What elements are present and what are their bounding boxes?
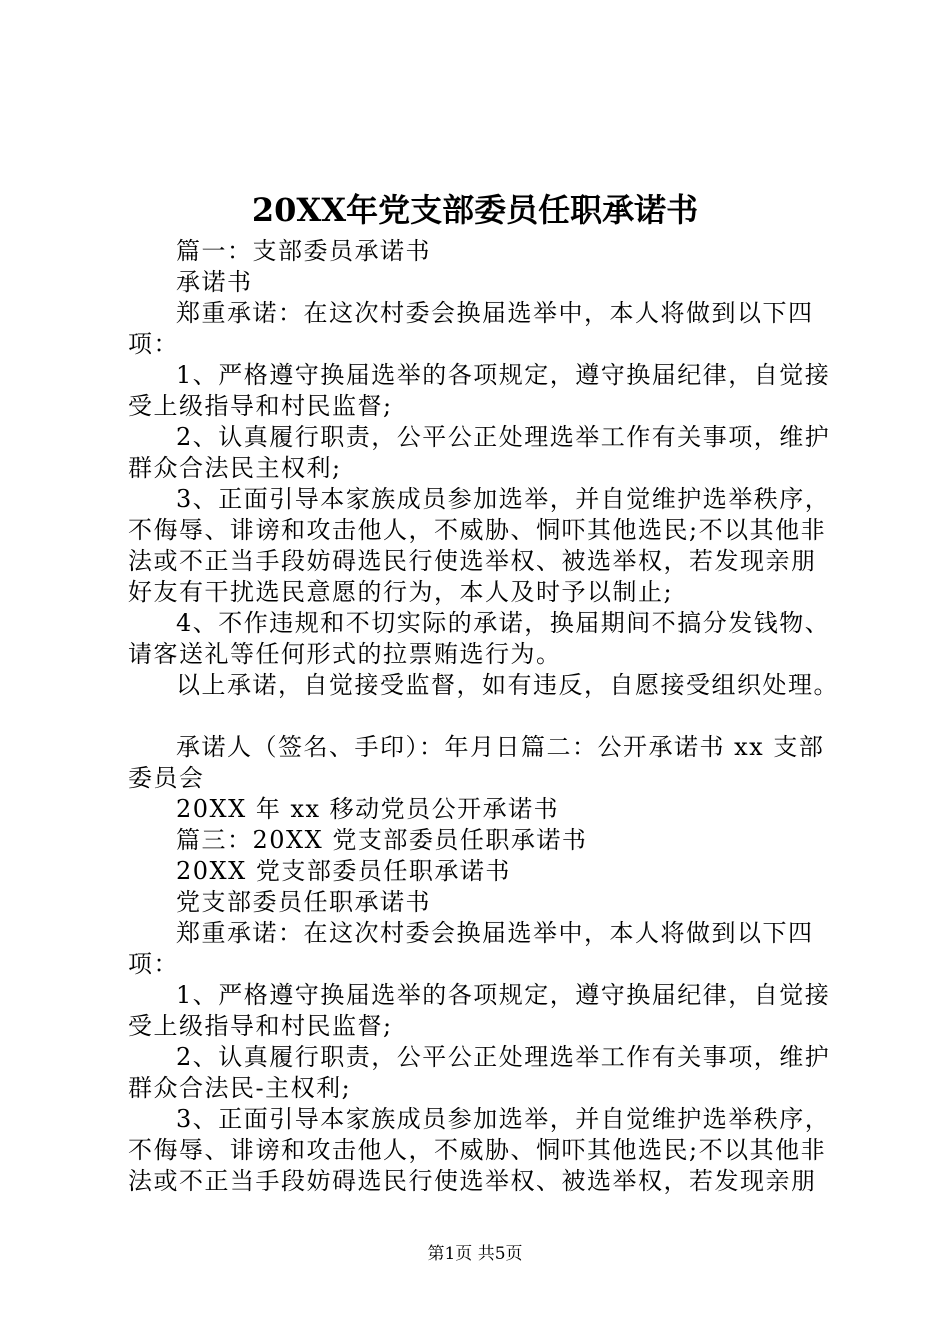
document-body <box>128 236 848 1197</box>
text-line: 不侮辱、诽谤和攻击他人，不威胁、恫吓其他选民;不以其他非 <box>128 1136 827 1164</box>
text-line: 篇一：支部委员承诺书 <box>176 237 431 265</box>
document-title: 20XX年党支部委员任职承诺书 <box>251 191 699 229</box>
text-line: 承诺书 <box>176 268 253 296</box>
text-line: 委员会 <box>128 764 205 792</box>
text-line: 受上级指导和村民监督; <box>128 392 393 420</box>
text-line: 郑重承诺：在这次村委会换届选举中，本人将做到以下四 <box>176 299 814 327</box>
text-line: 请客送礼等任何形式的拉票贿选行为。 <box>128 640 562 668</box>
text-line: 不侮辱、诽谤和攻击他人，不威胁、恫吓其他选民;不以其他非 <box>128 516 827 544</box>
text-line: 承诺人（签名、手印）：年月日篇二：公开承诺书 xx 支部 <box>176 733 825 761</box>
text-line: 3、正面引导本家族成员参加选举，并自觉维护选举秩序， <box>176 485 831 513</box>
text-line: 2、认真履行职责，公平公正处理选举工作有关事项，维护 <box>176 1043 831 1071</box>
text-line: 2、认真履行职责，公平公正处理选举工作有关事项，维护 <box>176 423 831 451</box>
text-line: 1、严格遵守换届选举的各项规定，遵守换届纪律，自觉接 <box>176 981 831 1009</box>
text-line: 篇三：20XX 党支部委员任职承诺书 <box>176 826 588 854</box>
text-line: 郑重承诺：在这次村委会换届选举中，本人将做到以下四 <box>176 919 814 947</box>
text-line: 4、不作违规和不切实际的承诺，换届期间不搞分发钱物、 <box>176 609 831 637</box>
text-line: 法或不正当手段妨碍选民行使选举权、被选举权，若发现亲朋 <box>128 1167 817 1195</box>
text-line: 项： <box>128 330 179 358</box>
text-line: 好友有干扰选民意愿的行为，本人及时予以制止; <box>128 578 674 606</box>
text-line: 以上承诺，自觉接受监督，如有违反，自愿接受组织处理。 <box>176 671 839 699</box>
text-line: 群众合法民主权利; <box>128 454 342 482</box>
text-line: 党支部委员任职承诺书 <box>176 888 431 916</box>
text-line: 群众合法民-主权利; <box>128 1074 352 1102</box>
page-number-footer: 第1页 共5页 <box>427 1244 523 1264</box>
text-line: 3、正面引导本家族成员参加选举，并自觉维护选举秩序， <box>176 1105 831 1133</box>
text-line: 受上级指导和村民监督; <box>128 1012 393 1040</box>
blank-line <box>128 701 848 732</box>
text-line: 法或不正当手段妨碍选民行使选举权、被选举权，若发现亲朋 <box>128 547 817 575</box>
text-line: 20XX 党支部委员任职承诺书 <box>176 857 511 885</box>
text-line: 1、严格遵守换届选举的各项规定，遵守换届纪律，自觉接 <box>176 361 831 389</box>
text-line: 20XX 年 xx 移动党员公开承诺书 <box>176 795 560 823</box>
text-line: 项： <box>128 950 179 978</box>
